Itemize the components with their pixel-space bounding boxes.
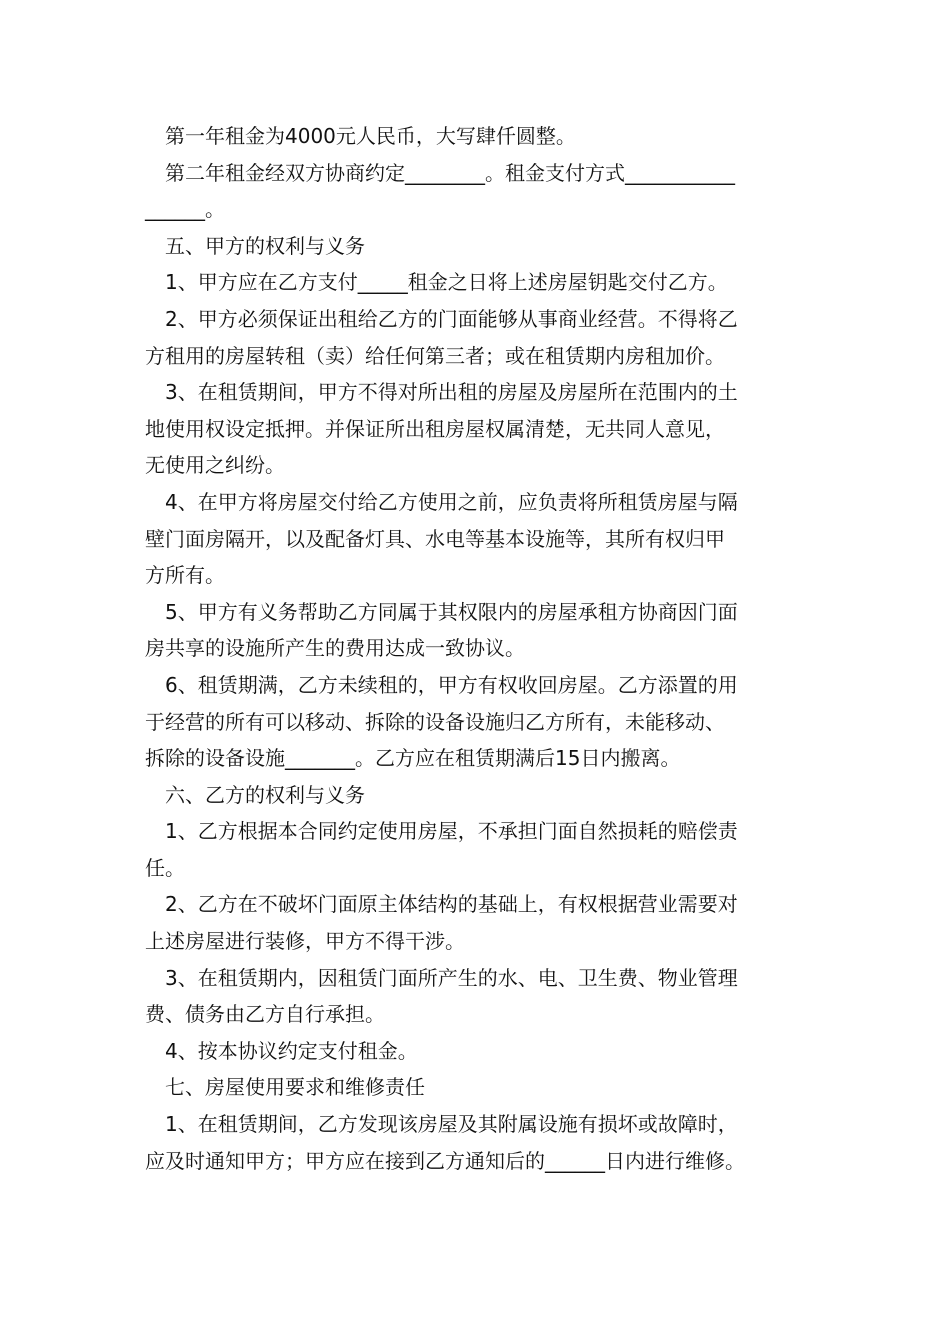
clause-a-5: 5、甲方有义务帮助乙方同属于其权限内的房屋承租方协商因门面 房共享的设施所产生的费用达成一致协议。 — [145, 599, 738, 661]
clause-a-2: 2、甲方必须保证出租给乙方的门面能够从事商业经营。不得将乙 方租用的房屋转租（卖）给任何第三者；或在租赁期内房租加价。 — [145, 306, 738, 368]
document-body — [145, 118, 825, 1179]
paragraph-rent-second-year: 第二年租金经双方协商约定________。租金支付方式___________ ______。 — [145, 160, 735, 222]
clause-b-3: 3、在租赁期内，因租赁门面所产生的水、电、卫生费、物业管理 费、债务由乙方自行承担。 — [145, 965, 738, 1027]
clause-a-6: 6、租赁期满，乙方未续租的，甲方有权收回房屋。乙方添置的用 于经营的所有可以移动、拆除的设备设施归乙方所有，未能移动、 拆除的设备设施_______。乙方应在租赁期满后15日内搬离。 — [145, 672, 738, 771]
clause-a-1: 1、甲方应在乙方支付_____租金之日将上述房屋钥匙交付乙方。 — [165, 270, 728, 295]
heading-usage-maintenance: 七、房屋使用要求和维修责任 — [165, 1075, 425, 1100]
clause-b-1: 1、乙方根据本合同约定使用房屋，不承担门面自然损耗的赔偿责 任。 — [145, 819, 738, 880]
clause-b-2: 2、乙方在不破坏门面原主体结构的基础上，有权根据营业需要对 上述房屋进行装修，甲方不得干涉。 — [145, 892, 738, 954]
clause-b-4: 4、按本协议约定支付租金。 — [165, 1038, 418, 1063]
heading-party-b-rights: 六、乙方的权利与义务 — [165, 782, 365, 807]
heading-party-a-rights: 五、甲方的权利与义务 — [165, 233, 365, 258]
clause-a-4: 4、在甲方将房屋交付给乙方使用之前，应负责将所租赁房屋与隔 壁门面房隔开，以及配备灯具、水电等基本设施等，其所有权归甲 方所有。 — [145, 489, 738, 588]
clause-a-3: 3、在租赁期间，甲方不得对所出租的房屋及房屋所在范围内的土 地使用权设定抵押。并保证所出租房屋权属清楚，无共同人意见， 无使用之纠纷。 — [145, 380, 738, 478]
paragraph-rent-first-year: 第一年租金为4000元人民币，大写肆仟圆整。 — [165, 124, 576, 148]
clause-m-1: 1、在租赁期间，乙方发现该房屋及其附属设施有损坏或故障时， 应及时通知甲方；甲方应在接到乙方通知后的______日内进行维修。 — [145, 1112, 745, 1173]
